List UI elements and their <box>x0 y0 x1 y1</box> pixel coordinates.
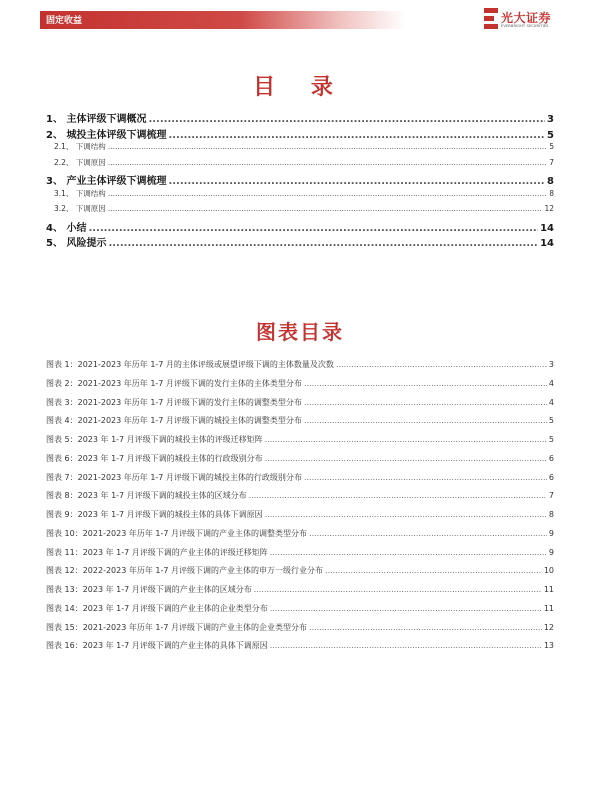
dot-leader <box>304 379 547 388</box>
toc-entry[interactable] <box>46 219 554 235</box>
page-number: 8 <box>548 510 554 519</box>
figure-entry-label: 图表 1：2021-2023 年历年 1-7 月的主体评级或展望评级下调的主体数量及次数 <box>46 360 334 369</box>
figure-entry-label: 图表 10：2021-2023 年历年 1-7 月评级下调的产业主体的调整类型分布 <box>46 528 308 538</box>
dot-leader <box>304 398 547 407</box>
dot-leader <box>168 176 545 187</box>
dot-leader <box>265 454 547 463</box>
figure-entry[interactable] <box>46 640 554 659</box>
dot-leader <box>270 604 542 613</box>
dot-leader <box>249 491 547 500</box>
dot-leader <box>325 566 542 575</box>
figure-entry[interactable] <box>46 397 554 416</box>
page-number: 4 <box>548 378 554 388</box>
everbright-logo-icon <box>484 8 498 30</box>
toc-entry[interactable] <box>46 188 554 204</box>
dot-leader <box>309 623 542 632</box>
figure-entry-label: 图表 14：2023 年 1-7 月评级下调的产业主体的企业类型分布 <box>46 603 268 613</box>
figure-entry[interactable] <box>46 603 554 622</box>
toc-entry-label: 3.1、 下调结构 <box>54 188 106 198</box>
page-number: 6 <box>548 472 554 482</box>
dot-leader <box>108 142 547 151</box>
toc-entry-label: 2.2、 下调原因 <box>54 157 106 167</box>
page-number: 13 <box>543 641 554 651</box>
figure-entry-label: 图表 6：2023 年 1-7 月评级下调的城投主体的行政级别分布 <box>46 453 263 463</box>
toc-entry[interactable] <box>46 157 554 173</box>
dot-leader <box>108 158 547 167</box>
figure-entry[interactable] <box>46 622 554 641</box>
page-number: 9 <box>548 547 554 557</box>
figure-entry[interactable] <box>46 434 554 453</box>
company-logo <box>484 8 564 32</box>
toc-entry-label: 3、 产业主体评级下调梳理 <box>46 176 167 187</box>
figure-entry[interactable] <box>46 565 554 584</box>
dot-leader <box>270 641 542 650</box>
figure-entry[interactable] <box>46 509 554 528</box>
dot-leader <box>108 189 547 198</box>
figure-entry-label: 图表 7：2021-2023 年历年 1-7 月评级下调的城投主体的行政级别分布 <box>46 472 302 482</box>
figure-entry-label: 图表 2：2021-2023 年历年 1-7 月评级下调的发行主体的主体类型分布 <box>46 378 302 388</box>
toc-entry[interactable] <box>46 234 554 250</box>
page-number: 5 <box>548 435 554 444</box>
figure-entry[interactable] <box>46 584 554 603</box>
figure-entry-label: 图表 3：2021-2023 年历年 1-7 月评级下调的发行主体的调整类型分布 <box>46 397 302 407</box>
figure-entry[interactable] <box>46 547 554 566</box>
dot-leader <box>270 548 547 557</box>
figure-list <box>46 359 554 659</box>
toc-entry-label: 2.1、 下调结构 <box>54 142 106 151</box>
figure-entry-label: 图表 8：2023 年 1-7 月评级下调的城投主体的区域分布 <box>46 491 247 501</box>
dot-leader <box>108 204 543 213</box>
figure-entry[interactable] <box>46 359 554 378</box>
figure-list-title: 图表目录 <box>256 320 344 344</box>
figure-entry-label: 图表 15：2021-2023 年历年 1-7 月评级下调的产业主体的企业类型分布 <box>46 622 308 632</box>
header-band <box>40 11 405 29</box>
page-number: 11 <box>543 603 554 613</box>
dot-leader <box>304 416 547 425</box>
figure-entry[interactable] <box>46 378 554 397</box>
table-of-contents <box>46 110 554 250</box>
figure-entry-label: 图表 13：2023 年 1-7 月评级下调的产业主体的区域分布 <box>46 585 252 594</box>
page-number: 3 <box>548 360 554 369</box>
section-label: 固定收益 <box>46 16 83 26</box>
toc-title: 目 录 <box>253 75 347 100</box>
page-number: 8 <box>549 188 554 198</box>
page-number: 5 <box>548 416 554 426</box>
toc-entry-label: 4、 小结 <box>46 222 87 234</box>
page-number: 3 <box>547 114 554 125</box>
page-number: 12 <box>543 622 554 632</box>
figure-entry[interactable] <box>46 528 554 547</box>
page-number: 7 <box>548 491 554 501</box>
toc-entry[interactable] <box>46 110 554 126</box>
dot-leader <box>168 130 545 141</box>
figure-entry-label: 图表 9：2023 年 1-7 月评级下调的城投主体的具体下调原因 <box>46 510 263 519</box>
figure-entry-label: 图表 16：2023 年 1-7 月评级下调的产业主体的具体下调原因 <box>46 641 268 651</box>
page-number: 5 <box>547 129 554 141</box>
dot-leader <box>309 529 547 538</box>
toc-entry[interactable] <box>46 126 554 142</box>
figure-entry[interactable] <box>46 415 554 434</box>
figure-entry-label: 图表 4：2021-2023 年历年 1-7 月评级下调的城投主体的调整类型分布 <box>46 416 302 426</box>
page-number: 5 <box>549 142 554 151</box>
dot-leader <box>88 223 538 234</box>
page-number: 12 <box>544 204 554 213</box>
toc-entry-label: 5、 风险提示 <box>46 238 107 249</box>
figure-entry[interactable] <box>46 472 554 491</box>
page-number: 8 <box>547 176 554 187</box>
dot-leader <box>336 360 547 369</box>
toc-entry-label: 2、 城投主体评级下调梳理 <box>46 129 167 141</box>
toc-entry[interactable] <box>46 172 554 188</box>
dot-leader <box>304 473 547 482</box>
toc-entry[interactable] <box>46 141 554 157</box>
page-number: 7 <box>549 157 554 167</box>
figure-entry-label: 图表 5：2023 年 1-7 月评级下调的城投主体的评级迁移矩阵 <box>46 435 263 444</box>
toc-entry-label: 1、 主体评级下调概况 <box>46 114 147 125</box>
dot-leader <box>254 585 542 594</box>
toc-entry[interactable] <box>46 203 554 219</box>
dot-leader <box>265 510 547 519</box>
figure-entry[interactable] <box>46 490 554 509</box>
toc-entry-label: 3.2、 下调原因 <box>54 204 106 213</box>
page-number: 9 <box>548 528 554 538</box>
page-number: 4 <box>548 397 554 407</box>
dot-leader <box>108 238 538 249</box>
page-number: 14 <box>540 238 554 249</box>
dot-leader <box>265 435 547 444</box>
page-number: 14 <box>540 222 554 234</box>
page-number: 10 <box>543 566 554 576</box>
figure-entry[interactable] <box>46 453 554 472</box>
page-number: 6 <box>548 453 554 463</box>
logo-subtitle: EVERBRIGHT SECURITIES <box>501 24 549 28</box>
logo-name: 光大证券 <box>501 11 552 25</box>
figure-entry-label: 图表 11：2023 年 1-7 月评级下调的产业主体的评级迁移矩阵 <box>46 547 268 557</box>
page-number: 11 <box>543 585 554 594</box>
dot-leader <box>148 114 545 125</box>
figure-entry-label: 图表 12：2022-2023 年历年 1-7 月评级下调的产业主体的申万一级行业分布 <box>46 566 324 576</box>
